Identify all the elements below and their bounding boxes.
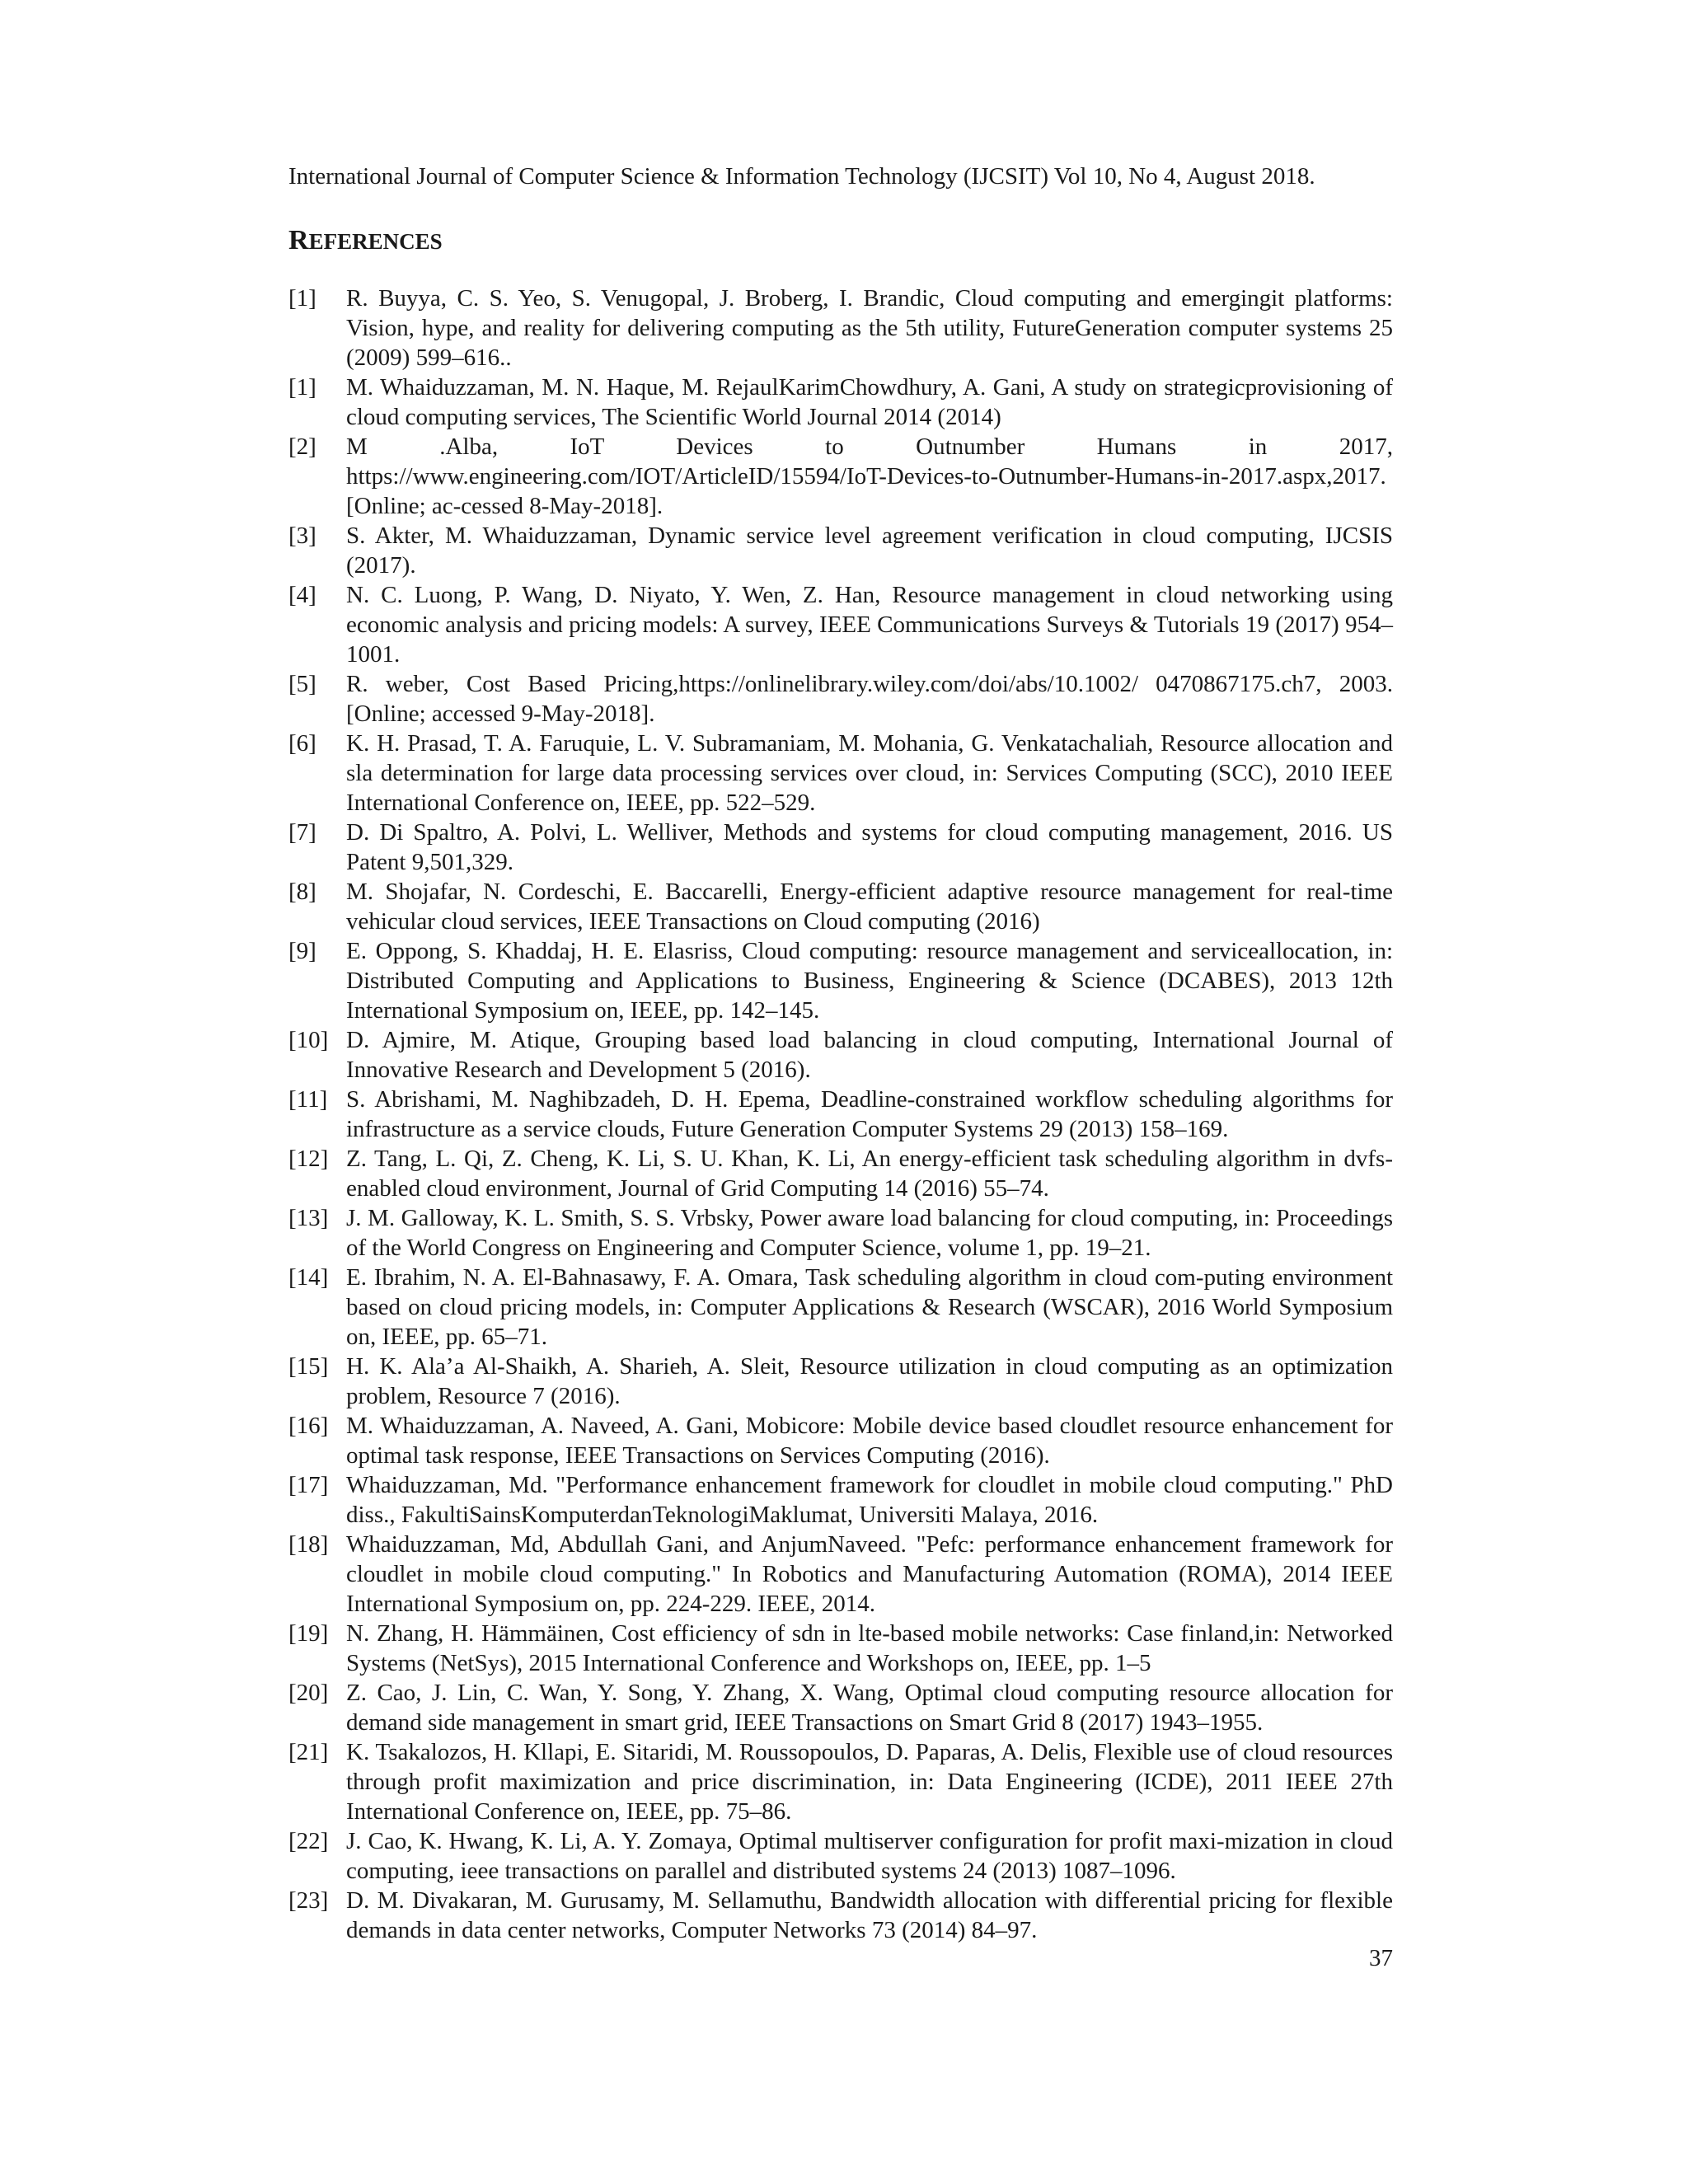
reference-item (288, 1678, 1393, 1737)
reference-text: Z. Cao, J. Lin, C. Wan, Y. Song, Y. Zhang, X. Wang, Optimal cloud computing resource allocation for demand side management in smart grid, IEEE Transactions on Smart Grid 8 (2017) 1943–1955. (346, 1680, 1393, 1736)
reference-text: S. Akter, M. Whaiduzzaman, Dynamic service level agreement verification in cloud computing, IJCSIS (2017). (346, 523, 1393, 579)
reference-item (288, 373, 1393, 432)
reference-item (288, 432, 1393, 521)
reference-number: [14] (288, 1264, 329, 1291)
reference-number: [18] (288, 1531, 329, 1558)
reference-number: [16] (288, 1413, 329, 1439)
reference-item (288, 1263, 1393, 1352)
reference-item (288, 1352, 1393, 1411)
reference-list (288, 284, 1393, 1945)
reference-item (288, 936, 1393, 1025)
reference-text: M. Whaiduzzaman, M. N. Haque, M. RejaulKarimChowdhury, A. Gani, A study on strategicprovisioning of cloud computing services, The Scientific World Journal 2014 (2014) (346, 374, 1393, 430)
reference-number: [22] (288, 1828, 329, 1854)
reference-item (288, 1085, 1393, 1144)
reference-number: [20] (288, 1680, 329, 1706)
reference-number: [1] (288, 374, 316, 401)
reference-text: Z. Tang, L. Qi, Z. Cheng, K. Li, S. U. Khan, K. Li, An energy-efficient task scheduling algorithm in dvfs-enabled cloud environment, Journal of Grid Computing 14 (2016) 55–74. (346, 1146, 1393, 1202)
reference-number: [15] (288, 1353, 329, 1380)
reference-item (288, 1144, 1393, 1203)
reference-text: M .Alba, IoT Devices to Outnumber Humans in 2017, https://www.engineering.com/IOT/ArticleID/15594/IoT-Devices-to-Outnumber-Humans-in-2017.aspx,2017. [Online; ac-cessed 8-May-2018]. (346, 434, 1393, 519)
reference-text: Whaiduzzaman, Md. "Performance enhancement framework for cloudlet in mobile cloud computing." PhD diss., FakultiSainsKomputerdanTeknologiMaklumat, Universiti Malaya, 2016. (346, 1472, 1393, 1528)
reference-number: [3] (288, 523, 316, 549)
reference-text: D. Di Spaltro, A. Polvi, L. Welliver, Methods and systems for cloud computing management, 2016. US Patent 9,501,329. (346, 819, 1393, 875)
reference-item (288, 877, 1393, 936)
reference-item (288, 1886, 1393, 1945)
reference-number: [10] (288, 1027, 329, 1053)
reference-number: [5] (288, 671, 316, 697)
reference-number: [6] (288, 730, 316, 757)
reference-text: E. Oppong, S. Khaddaj, H. E. Elasriss, Cloud computing: resource management and serviceallocation, in: Distributed Computing and Applications to Business, Engineering & Science (DCABES), 2013 12th International Symposium on, IEEE, pp. 142–145. (346, 938, 1393, 1024)
section-heading-rest: EFERENCES (308, 229, 443, 254)
reference-text: D. M. Divakaran, M. Gurusamy, M. Sellamuthu, Bandwidth allocation with differential pricing for flexible demands in data center networks, Computer Networks 73 (2014) 84–97. (346, 1887, 1393, 1943)
reference-text: K. Tsakalozos, H. Kllapi, E. Sitaridi, M. Roussopoulos, D. Paparas, A. Delis, Flexible use of cloud resources through profit maximization and price discrimination, in: Data Engineering (ICDE), 2011 IEEE 27th International Conference on, IEEE, pp. 75–86. (346, 1739, 1393, 1825)
reference-item (288, 1203, 1393, 1263)
reference-text: E. Ibrahim, N. A. El-Bahnasawy, F. A. Omara, Task scheduling algorithm in cloud com-puting environment based on cloud pricing models, in: Computer Applications & Research (WSCAR), 2016 World Symposium on, IEEE, pp. 65–71. (346, 1264, 1393, 1350)
reference-item (288, 1737, 1393, 1826)
reference-text: H. K. Ala’a Al-Shaikh, A. Sharieh, A. Sleit, Resource utilization in cloud computing as an optimization problem, Resource 7 (2016). (346, 1353, 1393, 1409)
reference-number: [8] (288, 879, 316, 905)
reference-text: R. weber, Cost Based Pricing,https://onlinelibrary.wiley.com/doi/abs/10.1002/ 0470867175.ch7, 2003. [Online; accessed 9-May-2018]. (346, 671, 1393, 727)
reference-number: [21] (288, 1739, 329, 1765)
reference-text: J. Cao, K. Hwang, K. Li, A. Y. Zomaya, Optimal multiserver configuration for profit maxi-mization in cloud computing, ieee transactions on parallel and distributed systems 24 (2013) 1087–1096. (346, 1828, 1393, 1884)
reference-number: [17] (288, 1472, 329, 1498)
reference-number: [2] (288, 434, 316, 460)
reference-text: K. H. Prasad, T. A. Faruquie, L. V. Subramaniam, M. Mohania, G. Venkatachaliah, Resource allocation and sla determination for large data processing services over cloud, in: Services Computing (SCC), 2010 IEEE International Conference on, IEEE, pp. 522–529. (346, 730, 1393, 816)
reference-number: [12] (288, 1146, 329, 1172)
running-header: International Journal of Computer Science & Information Technology (IJCSIT) Vol 10, No 4, August 2018. (288, 163, 1315, 190)
reference-item (288, 818, 1393, 877)
reference-number: [4] (288, 582, 316, 608)
reference-number: [11] (288, 1086, 328, 1113)
reference-number: [1] (288, 285, 316, 312)
reference-item (288, 729, 1393, 818)
reference-item (288, 521, 1393, 580)
reference-item (288, 284, 1393, 373)
reference-number: [19] (288, 1620, 329, 1647)
reference-text: S. Abrishami, M. Naghibzadeh, D. H. Epema, Deadline-constrained workflow scheduling algorithms for infrastructure as a service clouds, Future Generation Computer Systems 29 (2013) 158–169. (346, 1086, 1393, 1142)
reference-item (288, 1411, 1393, 1470)
reference-text: J. M. Galloway, K. L. Smith, S. S. Vrbsky, Power aware load balancing for cloud computing, in: Proceedings of the World Congress on Engineering and Computer Science, volume 1, pp. 19–21. (346, 1205, 1393, 1261)
reference-item (288, 669, 1393, 729)
section-heading-initial: R (288, 225, 309, 255)
reference-text: D. Ajmire, M. Atique, Grouping based load balancing in cloud computing, International Journal of Innovative Research and Development 5 (2016). (346, 1027, 1393, 1083)
page-number: 37 (1369, 1945, 1393, 1971)
reference-item (288, 1025, 1393, 1085)
reference-item (288, 580, 1393, 669)
reference-item (288, 1826, 1393, 1886)
reference-text: M. Whaiduzzaman, A. Naveed, A. Gani, Mobicore: Mobile device based cloudlet resource enhancement for optimal task response, IEEE Transactions on Services Computing (2016). (346, 1413, 1393, 1469)
reference-number: [23] (288, 1887, 329, 1914)
reference-text: R. Buyya, C. S. Yeo, S. Venugopal, J. Broberg, I. Brandic, Cloud computing and emergingit platforms: Vision, hype, and reality for delivering computing as the 5th utility, FutureGeneration computer systems 25 (2009) 599–616.. (346, 285, 1393, 371)
reference-text: Whaiduzzaman, Md, Abdullah Gani, and AnjumNaveed. "Pefc: performance enhancement framework for cloudlet in mobile cloud computing." In Robotics and Manufacturing Automation (ROMA), 2014 IEEE International Symposium on, pp. 224-229. IEEE, 2014. (346, 1531, 1393, 1617)
reference-number: [7] (288, 819, 316, 846)
reference-number: [13] (288, 1205, 329, 1231)
section-heading (288, 224, 443, 258)
reference-text: M. Shojafar, N. Cordeschi, E. Baccarelli, Energy-efficient adaptive resource management for real-time vehicular cloud services, IEEE Transactions on Cloud computing (2016) (346, 879, 1393, 935)
reference-text: N. Zhang, H. Hämmäinen, Cost efficiency of sdn in lte-based mobile networks: Case finland,in: Networked Systems (NetSys), 2015 International Conference and Workshops on, IEEE, pp. 1–5 (346, 1620, 1393, 1676)
reference-item (288, 1470, 1393, 1530)
reference-text: N. C. Luong, P. Wang, D. Niyato, Y. Wen, Z. Han, Resource management in cloud networking using economic analysis and pricing models: A survey, IEEE Communications Surveys & Tutorials 19 (2017) 954–1001. (346, 582, 1393, 668)
reference-item (288, 1619, 1393, 1678)
reference-item (288, 1530, 1393, 1619)
reference-number: [9] (288, 938, 316, 964)
